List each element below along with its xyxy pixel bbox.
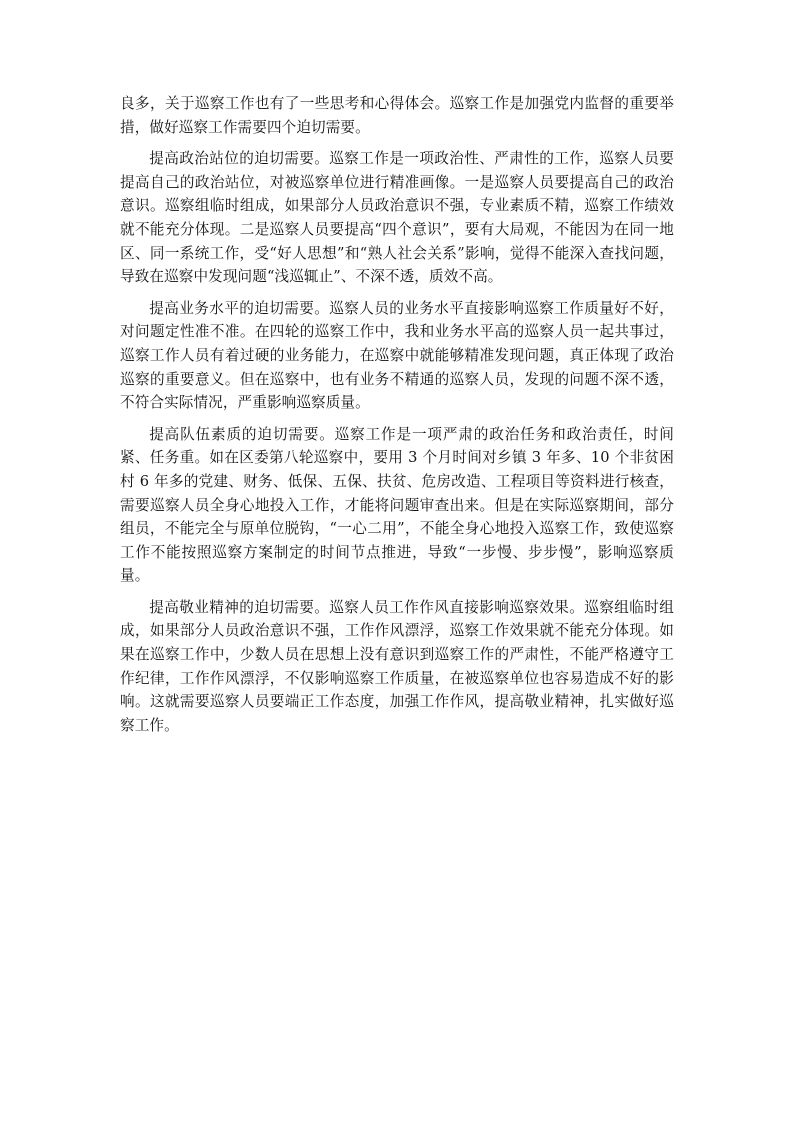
document-body [120,92,674,745]
paragraph-team-quality: 提高队伍素质的迫切需要。巡察工作是一项严肃的政治任务和政治责任，时间紧、任务重。如在区委第八轮巡察中，要用 3 个月时间对乡镇 3 年多、10 个非贫困村 6 年多的党建、财务、低保、五保、扶贫、危房改造、工程项目等资料进行核查，需要巡察人员全身心地投入工作，才能将问题审查出来。但是在实际巡察期间，部分组员，不能完全与原单位脱钩，“一心二用”，不能全身心地投入巡察工作，致使巡察工作不能按照巡察方案制定的时间节点推进，导致“一步慢、步步慢”，影响巡察质量。 [120,425,674,585]
paragraph-professional-level: 提高业务水平的迫切需要。巡察人员的业务水平直接影响巡察工作质量好不好，对问题定性准不准。在四轮的巡察工作中，我和业务水平高的巡察人员一起共事过，巡察工作人员有着过硬的业务能力，在巡察中就能够精准发现问题，真正体现了政治巡察的重要意义。但在巡察中，也有业务不精通的巡察人员，发现的问题不深不透，不符合实际情况，严重影响巡察质量。 [120,299,674,412]
paragraph-dedication: 提高敬业精神的迫切需要。巡察人员工作作风直接影响巡察效果。巡察组临时组成，如果部分人员政治意识不强，工作作风漂浮，巡察工作效果就不能充分体现。如果在巡察工作中，少数人员在思想上没有意识到巡察工作的严肃性，不能严格遵守工作纪律，工作作风漂浮，不仅影响巡察工作质量，在被巡察单位也容易造成不好的影响。这就需要巡察人员要端正工作态度，加强工作作风，提高敬业精神，扎实做好巡察工作。 [120,598,674,734]
paragraph-intro-continuation: 良多，关于巡察工作也有了一些思考和心得体会。巡察工作是加强党内监督的重要举措，做好巡察工作需要四个迫切需要。 [120,95,674,136]
paragraph-political-stance: 提高政治站位的迫切需要。巡察工作是一项政治性、严肃性的工作，巡察人员要提高自己的政治站位，对被巡察单位进行精准画像。一是巡察人员要提高自己的政治意识。巡察组临时组成，如果部分人员政治意识不强，专业素质不精，巡察工作绩效就不能充分体现。二是巡察人员要提高“四个意识”，要有大局观，不能因为在同一地区、同一系统工作，受“好人思想”和“熟人社会关系”影响，觉得不能深入查找问题，导致在巡察中发现问题“浅巡辄止”、不深不透，质效不高。 [120,150,674,286]
